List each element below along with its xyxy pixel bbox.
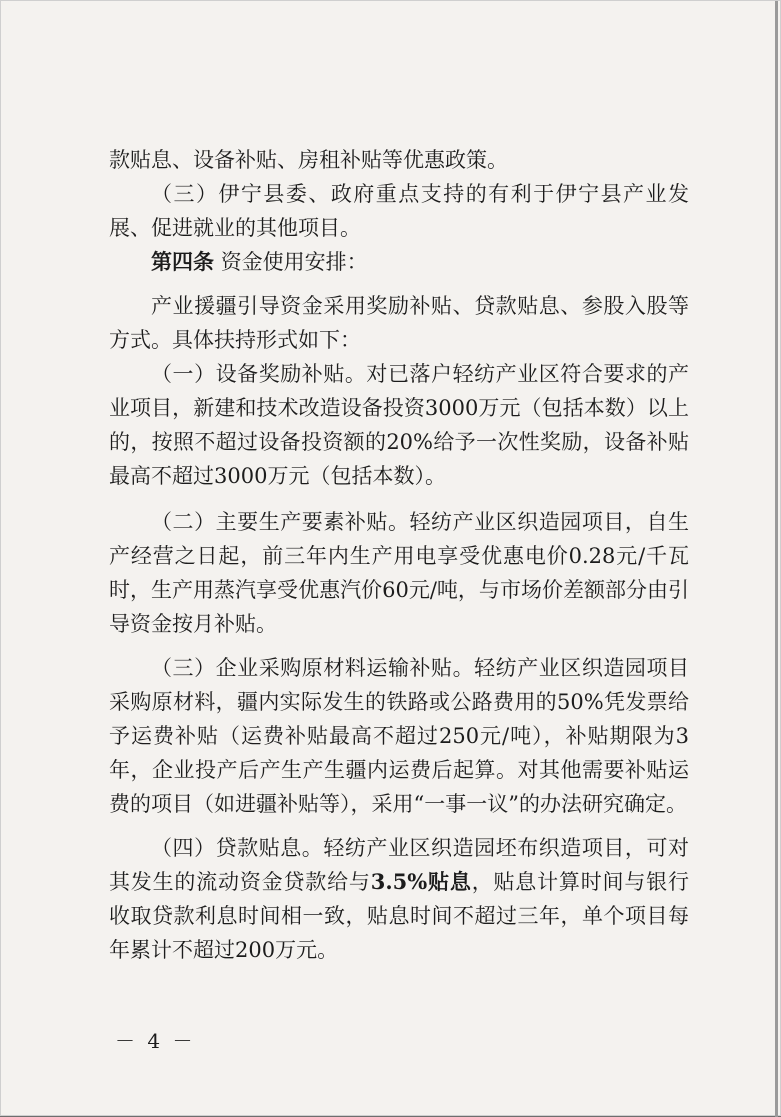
paragraph-3: 产业援疆引导资金采用奖励补贴、贷款贴息、参股入股等方式。具体扶持形式如下： bbox=[109, 294, 689, 352]
paragraph-7-text-b: ，贴息计算时间与银行收取贷款利息时间相一致，贴息时间不超过三年，单个项目每年累计不超过200万元。 bbox=[109, 870, 689, 962]
paragraph-5: （二）主要生产要素补贴。轻纺产业区织造园项目，自生产经营之日起，前三年内生产用电享受优惠电价0.28元/千瓦时，生产用蒸汽享受优惠汽价60元/吨，与市场价差额部分由引导资金按月补贴。 bbox=[109, 510, 689, 636]
paragraph-2: （三）伊宁县委、政府重点支持的有利于伊宁县产业发展、促进就业的其他项目。 bbox=[109, 182, 689, 240]
article-heading: 第四条 bbox=[151, 249, 214, 274]
paragraph-7-text-a: （四）贷款贴息。轻纺产业区织造园坯布织造项目，可对其发生的流动资金贷款给与 bbox=[109, 836, 689, 894]
paragraph-article-4 bbox=[109, 245, 689, 279]
paragraph-4: （一）设备奖励补贴。对已落户轻纺产业区符合要求的产业项目，新建和技术改造设备投资3000万元（包括本数）以上的，按照不超过设备投资额的20%给予一次性奖励，设备补贴最高不超过3000万元（包括本数）。 bbox=[109, 362, 689, 488]
page-number: － 4 － bbox=[115, 1029, 196, 1053]
article-title: 资金使用安排： bbox=[220, 250, 368, 274]
interest-rate: 3.5%贴息 bbox=[370, 869, 472, 894]
paragraph-1: 款贴息、设备补贴、房租补贴等优惠政策。 bbox=[109, 148, 508, 172]
paragraph-6: （三）企业采购原材料运输补贴。轻纺产业区织造园项目采购原材料，疆内实际发生的铁路或公路费用的50%凭发票给予运费补贴（运费补贴最高不超过250元/吨），补贴期限为3年，企业投产后产生产生疆内运费后起算。对其他需要补贴运费的项目（如进疆补贴等），采用“一事一议”的办法研究确定。 bbox=[109, 656, 689, 816]
paragraph-7 bbox=[109, 831, 689, 967]
